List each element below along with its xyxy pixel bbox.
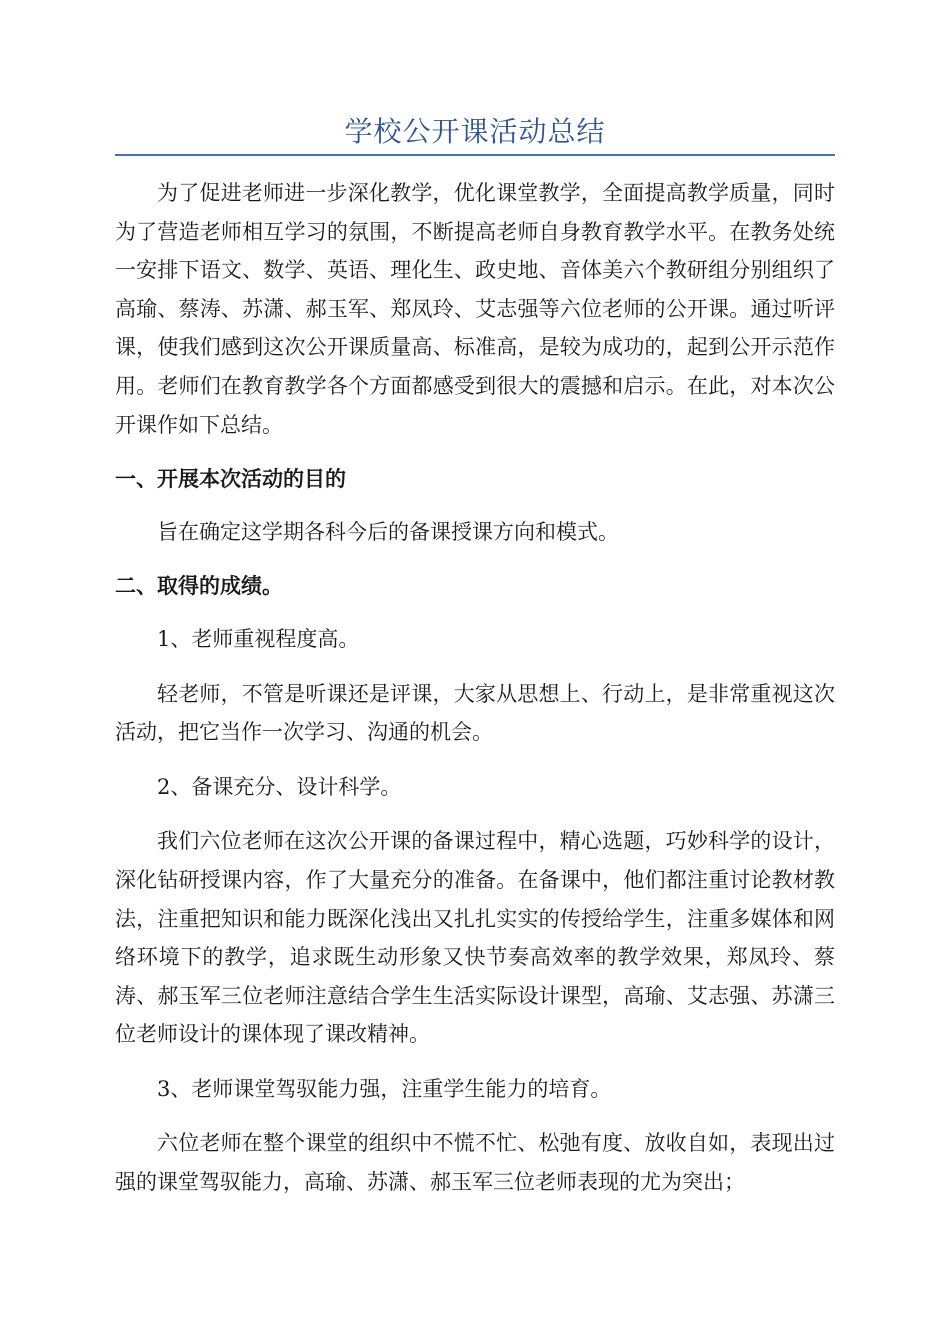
subheading-3: 3、老师课堂驾驭能力强，注重学生能力的培育。 — [157, 1076, 612, 1101]
intro-paragraph: 为了促进老师进一步深化教学，优化课堂教学，全面提高教学质量，同时为了营造老师相互学习的氛围，不断提高老师自身教育教学水平。在教务处统一安排下语文、数学、英语、理化生、政史地、音体美六个教研组分别组织了高瑜、蔡涛、苏潇、郝玉军、郑凤玲、艾志强等六位老师的公开课。通过听评课，使我们感到这次公开课质量高、标准高，是较为成功的，起到公开示范作用。老师们在教育教学各个方面都感受到很大的震撼和启示。在此，对本次公开课作如下总结。 — [115, 181, 835, 437]
paragraph-1: 轻老师，不管是听课还是评课，大家从思想上、行动上，是非常重视这次活动，把它当作一次学习、沟通的机会。 — [115, 681, 835, 745]
document-title: 学校公开课活动总结 — [344, 115, 606, 148]
section-heading-achievements: 二、取得的成绩。 — [115, 574, 283, 599]
section-heading-purpose: 一、开展本次活动的目的 — [115, 467, 346, 492]
title-underline — [115, 154, 835, 156]
subheading-1: 1、老师重视程度高。 — [157, 626, 360, 651]
paragraph-3: 六位老师在整个课堂的组织中不慌不忙、松弛有度、放收自如，表现出过强的课堂驾驭能力，高瑜、苏潇、郝玉军三位老师表现的尤为突出； — [115, 1131, 835, 1195]
paragraph-2: 我们六位老师在这次公开课的备课过程中，精心选题，巧妙科学的设计，深化钻研授课内容，作了大量充分的准备。在备课中，他们都注重讨论教材教法，注重把知识和能力既深化浅出又扎扎实实的传授给学生，注重多媒体和网络环境下的教学，追求既生动形象又快节奏高效率的教学效果，郑凤玲、蔡涛、郝玉军三位老师注意结合学生生活实际设计课型，高瑜、艾志强、苏潇三位老师设计的课体现了课改精神。 — [115, 829, 835, 1047]
subheading-2: 2、备课充分、设计科学。 — [157, 774, 402, 799]
document-body — [115, 174, 835, 1218]
purpose-paragraph: 旨在确定这学期各科今后的备课授课方向和模式。 — [157, 519, 619, 544]
